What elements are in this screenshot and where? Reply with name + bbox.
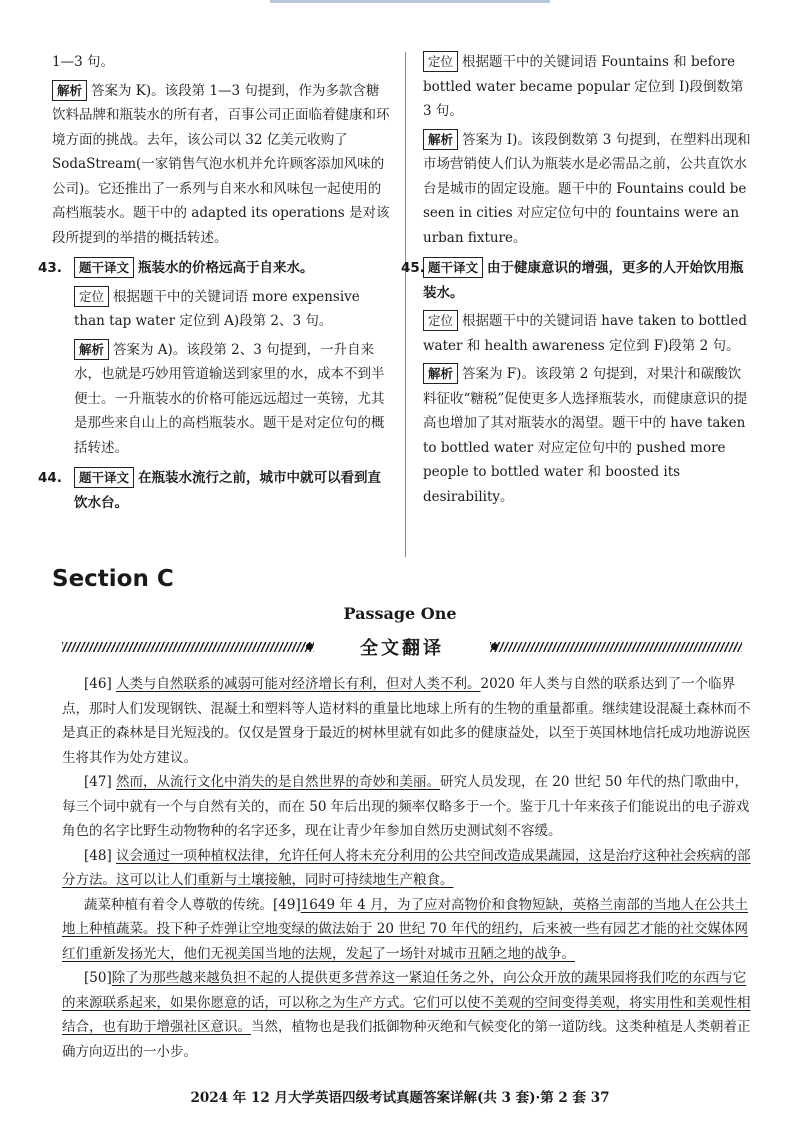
underlined-sentence: 然而，从流行文化中消失的是自然世界的奇妙和美丽。 bbox=[116, 774, 441, 790]
banner-hatch-left bbox=[62, 642, 314, 652]
full-translation bbox=[62, 672, 752, 1064]
analysis-text: 答案为 F)。该段第 2 句提到，对果汁和碳酸饮料征收“糖税”促使更多人选择瓶装水，而健康意识的提高也增加了其对瓶装水的渴望。题干中的 have taken to bottled water 对应定位句中的 pushed more people to bottled water 和 boosted its desirability。 bbox=[423, 366, 748, 505]
top-edge-line bbox=[270, 0, 550, 3]
paragraph-label: [47] bbox=[84, 774, 112, 790]
section-title: Section C bbox=[52, 566, 174, 592]
question-translation: 在瓶装水流行之前，城市中就可以看到直饮水台。 bbox=[74, 470, 382, 511]
paragraph-text: 当然，植物也是我们抵御物种灭绝和气候变化的第一道防线。这类种植是人类朝着正确方向迈出的一小步。 bbox=[62, 1019, 751, 1060]
analysis-text: 答案为 K)。该段第 1—3 句提到，作为多款含糖饮料品牌和瓶装水的所有者，百事公司正面临着健康和环境方面的挑战。去年，该公司以 32 亿美元收购了 SodaStream(一家销售气泡水机并允许顾客添加风味的公司)。它还推出了一系列与自来水和风味包一起使用的高档瓶装水。题干中的 adapted its operations 是对该段所提到的举措的概括转述。 bbox=[52, 82, 390, 246]
analysis-tag: 解析 bbox=[52, 80, 87, 101]
underlined-sentence: 人类与自然联系的减弱可能对经济增长有利，但对人类不利。 bbox=[116, 676, 481, 692]
question-translation: 由于健康意识的增强，更多的人开始饮用瓶装水。 bbox=[423, 260, 744, 301]
analysis-text: 答案为 A)。该段第 2、3 句提到，一升自来水，也就是巧妙用管道输送到家里的水，成本不到半便士。一升瓶装水的价格可能远远超过一英镑，尤其是那些来自山上的高档瓶装水。题干是对定位句的概括转述。 bbox=[74, 341, 385, 456]
banner-dot-left bbox=[306, 643, 313, 650]
column-divider bbox=[405, 52, 406, 557]
locate-43 bbox=[52, 285, 390, 334]
right-column bbox=[401, 50, 753, 509]
question-number: 45. bbox=[401, 260, 425, 276]
underlined-sentence: 议会通过一项种植权法律，允许任何人将未充分利用的公共空间改造成果蔬园，这是治疗这种社会疾病的部分方法。 bbox=[62, 847, 751, 888]
locate-text: 根据题干中的关键词语 have taken to bottled water 和 health awareness 定位到 F)段第 2 句。 bbox=[423, 313, 747, 354]
underlined-sentence: 它们可以使不美观的空间变得美观，将实用性和美观性相结合，也有助于增强社区意识。 bbox=[62, 994, 751, 1035]
question-translation: 瓶装水的价格远高于自来水。 bbox=[138, 260, 314, 276]
analysis-text: 答案为 I)。该段倒数第 3 句提到，在塑料出现和市场营销使人们认为瓶装水是必需品之前，公共直饮水台是城市的固定设施。题干中的 Fountains could be seen in cities 对应定位句中的 fountains were an urban fixture。 bbox=[423, 131, 751, 246]
analysis-42 bbox=[52, 79, 390, 251]
analysis-43 bbox=[52, 338, 390, 461]
passage-title: Passage One bbox=[343, 604, 457, 623]
locate-text: 根据题干中的关键词语 more expensive than tap water 定位到 A)段第 2、3 句。 bbox=[74, 288, 360, 329]
paragraph-text: 蔬菜种植有着令人尊敬的传统。 bbox=[84, 896, 273, 913]
paragraph-48 bbox=[62, 844, 752, 893]
paragraph-label: [46] bbox=[84, 676, 112, 692]
paragraph-46 bbox=[62, 672, 752, 770]
translation-banner bbox=[62, 634, 742, 660]
question-translation-tag: 题干译文 bbox=[74, 257, 134, 278]
locate-tag: 定位 bbox=[423, 310, 458, 331]
banner-title: 全文翻译 bbox=[360, 638, 444, 659]
question-number: 44. bbox=[38, 470, 62, 486]
analysis-tag: 解析 bbox=[74, 339, 109, 360]
underlined-sentence: 除了为那些越来越负担不起的人提供更多营养这一紧迫任务之外，向公众开放的蔬果园将我们吃的东西与它的来源联系起来，如果你愿意的话，可以称之为生产方式。 bbox=[62, 970, 747, 1011]
question-number: 43. bbox=[38, 260, 62, 276]
paragraph-label: [49] bbox=[273, 896, 301, 913]
underlined-sentence: 投下种子炸弹让空地变绿的做法始于 20 世纪 70 年代的纽约，后来被一些有园艺才能的社交媒体网红们重新发扬光大，他们无视美国当地的法规，发起了一场针对城市丑陋之地的战争。 bbox=[62, 921, 749, 962]
question-43 bbox=[38, 256, 390, 281]
underlined-sentence: 这可以让人们重新与土壤接触，同时可持续地生产粮食。 bbox=[116, 872, 454, 888]
paragraph-50 bbox=[62, 966, 752, 1064]
paragraph-label: [50] bbox=[84, 970, 112, 986]
question-translation-tag: 题干译文 bbox=[423, 257, 483, 278]
paragraph-text: 2020 年人类与自然的联系达到了一个临界点，那时人们发现钢铁、混凝土和塑料等人造材料的重量比地球上所有的生物的重量都重。继续建设混凝土森林而不是真正的森林是目光短浅的。仅仅是置身于最近的树林里就有如此多的健康益处，以至于英国林地信托成功地游说医生将其作为处方建议。 bbox=[62, 676, 751, 766]
locate-tag: 定位 bbox=[74, 286, 109, 307]
question-translation-tag: 题干译文 bbox=[74, 467, 134, 488]
locate-text: 根据题干中的关键词语 Fountains 和 before bottled water became popular 定位到 I)段倒数第 3 句。 bbox=[423, 54, 744, 119]
analysis-45 bbox=[423, 362, 753, 509]
locate-44 bbox=[423, 50, 753, 124]
page-footer: 2024 年 12 月大学英语四级考试真题答案详解(共 3 套)·第 2 套 37 bbox=[190, 1090, 610, 1106]
analysis-tag: 解析 bbox=[423, 129, 458, 150]
left-column bbox=[38, 50, 390, 515]
locate-tag: 定位 bbox=[423, 51, 458, 72]
intro-line: 1—3 句。 bbox=[52, 54, 114, 70]
paragraph-text: 研究人员发现，在 20 世纪 50 年代的热门歌曲中，每三个词中就有一个与自然有关的，而在 50 年后出现的频率仅略多于一个。鉴于几十年来孩子们能说出的电子游戏角色的名字比野生动物物种的名字还多，现在让青少年参加自然历史测试刻不容缓。 bbox=[62, 774, 750, 839]
paragraph-label: [48] bbox=[84, 847, 112, 864]
question-44 bbox=[38, 466, 390, 515]
banner-hatch-right bbox=[490, 642, 742, 652]
locate-45 bbox=[423, 309, 753, 358]
analysis-tag: 解析 bbox=[423, 363, 458, 384]
paragraph-47 bbox=[62, 770, 752, 844]
analysis-44 bbox=[423, 128, 753, 251]
underlined-sentence: 1649 年 4 月，为了应对高物价和食物短缺，英格兰南部的当地人在公共土地上种植蔬菜。 bbox=[62, 896, 749, 937]
paragraph-49 bbox=[62, 893, 752, 967]
question-45 bbox=[401, 256, 753, 305]
